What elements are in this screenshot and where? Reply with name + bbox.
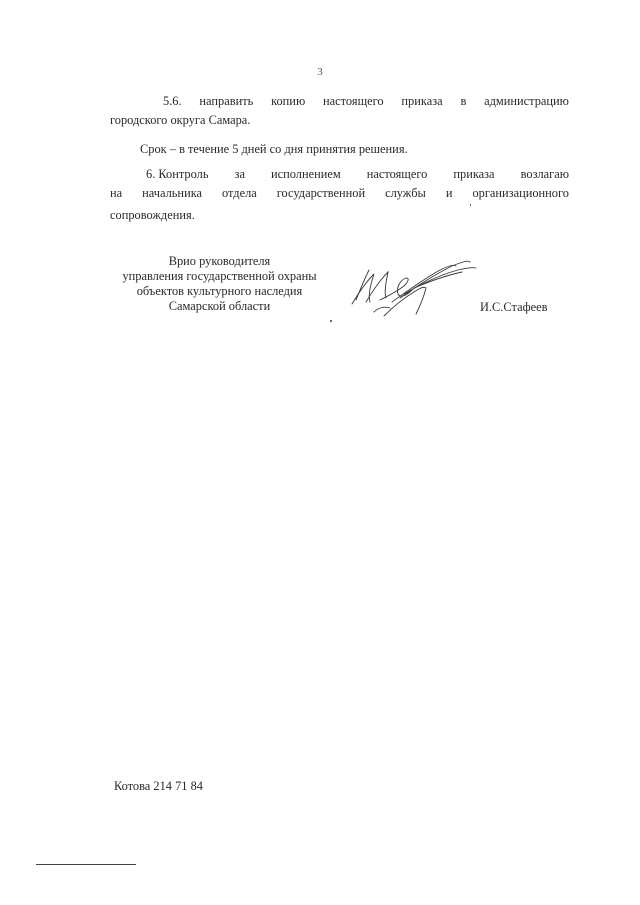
- word: исполнением: [271, 167, 341, 181]
- word: начальника: [142, 186, 203, 200]
- word: организационного: [472, 186, 569, 200]
- word: отдела: [222, 186, 257, 200]
- word: государственной: [276, 186, 366, 200]
- item-6-line-2: [110, 184, 569, 202]
- word: администрацию: [484, 94, 569, 108]
- word: направить: [199, 94, 254, 108]
- signatory-title-line: Самарской области: [168, 299, 271, 313]
- item-5-6-line-1: [163, 92, 569, 110]
- contact-line: Котова 214 71 84: [114, 779, 203, 793]
- scan-artifact-line: [36, 864, 136, 865]
- deadline-text: Срок – в течение 5 дней со дня принятия решения.: [140, 142, 408, 156]
- scan-speck: [330, 320, 332, 322]
- word: настоящего: [366, 167, 428, 181]
- word: настоящего: [323, 94, 384, 108]
- word: за: [234, 167, 245, 181]
- word: в: [460, 94, 467, 108]
- word: приказа: [401, 94, 443, 108]
- signatory-title-line: управления государственной охраны: [122, 269, 317, 283]
- item-6-line-3: сопровождения.: [110, 208, 195, 222]
- signatory-title-line: Врио руководителя: [168, 254, 271, 268]
- word: 5.6.: [163, 94, 182, 108]
- page-number: 3: [317, 66, 323, 78]
- word: на: [110, 186, 123, 200]
- signatory-title-line: объектов культурного наследия: [136, 284, 303, 298]
- word: копию: [271, 94, 306, 108]
- word: 6. Контроль: [146, 167, 209, 181]
- word: службы: [385, 186, 426, 200]
- signatory-name: И.С.Стафеев: [480, 300, 548, 314]
- item-6-line-1: [146, 165, 569, 183]
- word: приказа: [453, 167, 495, 181]
- word: возлагаю: [520, 167, 569, 181]
- signatory-title: [112, 254, 327, 314]
- handwritten-signature: [344, 252, 494, 322]
- item-5-6-line-2: городского округа Самара.: [110, 113, 251, 127]
- scan-speck: [470, 204, 471, 206]
- word: и: [445, 186, 453, 200]
